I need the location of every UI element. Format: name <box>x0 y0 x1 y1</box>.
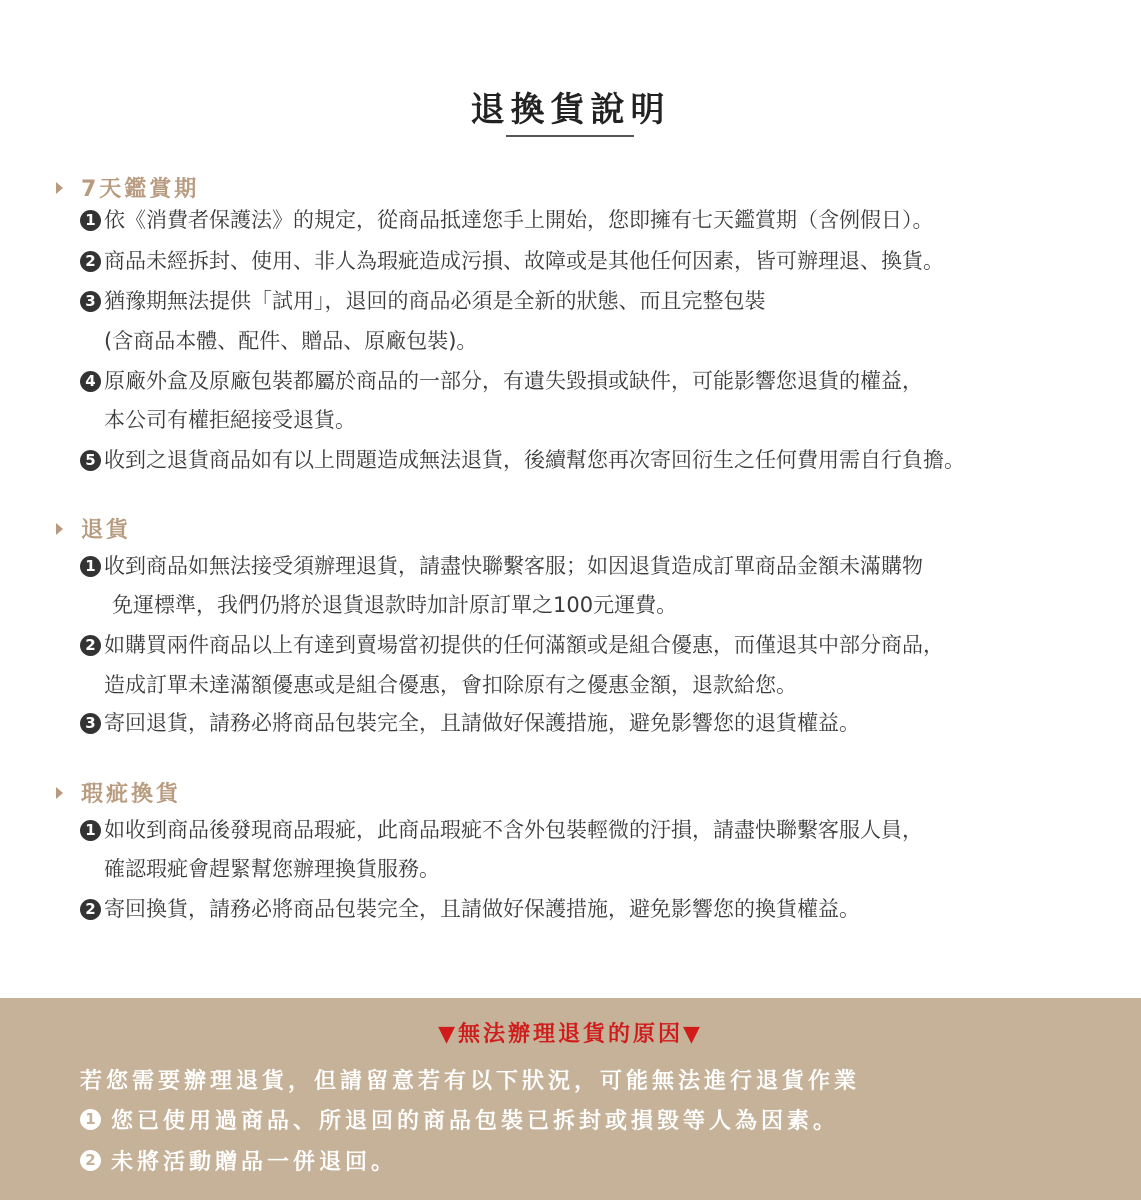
list-item-text: 造成訂單未達滿額優惠或是組合優惠，會扣除原有之優惠金額，退款給您。 <box>104 673 797 697</box>
number-2-icon: 2 <box>80 635 101 656</box>
list-item-continuation <box>104 328 477 354</box>
list-item-text: 猶豫期無法提供「試用」，退回的商品必須是全新的狀態、而且完整包裝 <box>104 289 766 313</box>
number-4-icon: 4 <box>80 371 101 392</box>
list-item <box>80 447 965 473</box>
list-item <box>80 207 934 233</box>
section-heading-returns <box>56 513 131 544</box>
number-1-icon: 1 <box>80 820 101 841</box>
list-item-continuation <box>104 856 440 882</box>
list-item-text: 原廠外盒及原廠包裝都屬於商品的一部分，有遺失毀損或缺件，可能影響您退貨的權益， <box>104 369 923 393</box>
number-5-icon: 5 <box>80 450 101 471</box>
list-item <box>80 896 860 922</box>
number-2-icon: 2 <box>80 899 101 920</box>
notice-item-text: 未將活動贈品一併退回。 <box>111 1150 398 1175</box>
notice-intro <box>80 1064 860 1095</box>
list-item <box>80 632 944 658</box>
section-heading-appreciation-period <box>56 172 199 203</box>
list-item <box>80 288 766 314</box>
list-item-continuation <box>104 672 797 698</box>
notice-item-text: 您已使用過商品、所退回的商品包裝已拆封或損毀等人為因素。 <box>111 1109 840 1134</box>
list-item-text: 依《消費者保護法》的規定，從商品抵達您手上開始，您即擁有七天鑑賞期（含例假日）。 <box>104 208 934 232</box>
notice-title: ▼無法辦理退貨的原因▼ <box>438 1022 703 1047</box>
caret-right-icon <box>56 787 63 799</box>
list-item-text: 寄回換貨，請務必將商品包裝完全，且請做好保護措施，避免影響您的換貨權益。 <box>104 897 860 921</box>
section-heading-label: 瑕疵換貨 <box>81 782 182 807</box>
list-item <box>80 248 944 274</box>
list-item <box>80 553 923 579</box>
list-item-text: (含商品本體、配件、贈品、原廠包裝)。 <box>104 329 478 353</box>
page-title: 退換貨說明 <box>470 90 671 130</box>
number-1-icon: 1 <box>80 556 101 577</box>
list-item <box>80 368 923 394</box>
section-heading-label: 退貨 <box>81 518 132 543</box>
list-item-text: 如收到商品後發現商品瑕疵，此商品瑕疵不含外包裝輕微的汙損，請盡快聯繫客服人員， <box>104 818 923 842</box>
list-item-text: 確認瑕疵會趕緊幫您辦理換貨服務。 <box>104 857 440 881</box>
caret-right-icon <box>56 182 63 194</box>
notice-item <box>80 1145 397 1176</box>
list-item-text: 收到之退貨商品如有以上問題造成無法退貨，後續幫您再次寄回衍生之任何費用需自行負擔。 <box>104 448 965 472</box>
list-item <box>80 710 860 736</box>
list-item-continuation <box>104 407 356 433</box>
number-2-icon: 2 <box>80 251 101 272</box>
title-underline <box>506 135 634 137</box>
list-item-text: 如購買兩件商品以上有達到賣場當初提供的任何滿額或是組合優惠，而僅退其中部分商品， <box>104 633 944 657</box>
section-heading-defect-exchange <box>56 777 181 808</box>
section-heading-label: 7天鑑賞期 <box>81 177 200 202</box>
notice-intro-text: 若您需要辦理退貨，但請留意若有以下狀況，可能無法進行退貨作業 <box>80 1069 861 1094</box>
number-1-icon: 1 <box>80 1109 101 1130</box>
non-returnable-notice <box>0 998 1141 1200</box>
caret-right-icon <box>56 523 63 535</box>
number-3-icon: 3 <box>80 713 101 734</box>
number-2-icon: 2 <box>80 1150 101 1171</box>
number-3-icon: 3 <box>80 291 101 312</box>
list-item-text: 免運標準，我們仍將於退貨退款時加計原訂單之100元運費。 <box>112 593 678 617</box>
number-1-icon: 1 <box>80 210 101 231</box>
list-item-text: 寄回退貨，請務必將商品包裝完全，且請做好保護措施，避免影響您的退貨權益。 <box>104 711 860 735</box>
list-item-text: 本公司有權拒絕接受退貨。 <box>104 408 356 432</box>
list-item <box>80 817 923 843</box>
list-item-continuation <box>112 592 677 618</box>
list-item-text: 收到商品如無法接受須辦理退貨，請盡快聯繫客服；如因退貨造成訂單商品金額未滿購物 <box>104 554 923 578</box>
notice-item <box>80 1104 839 1135</box>
list-item-text: 商品未經拆封、使用、非人為瑕疵造成污損、故障或是其他任何因素，皆可辦理退、換貨。 <box>104 249 944 273</box>
